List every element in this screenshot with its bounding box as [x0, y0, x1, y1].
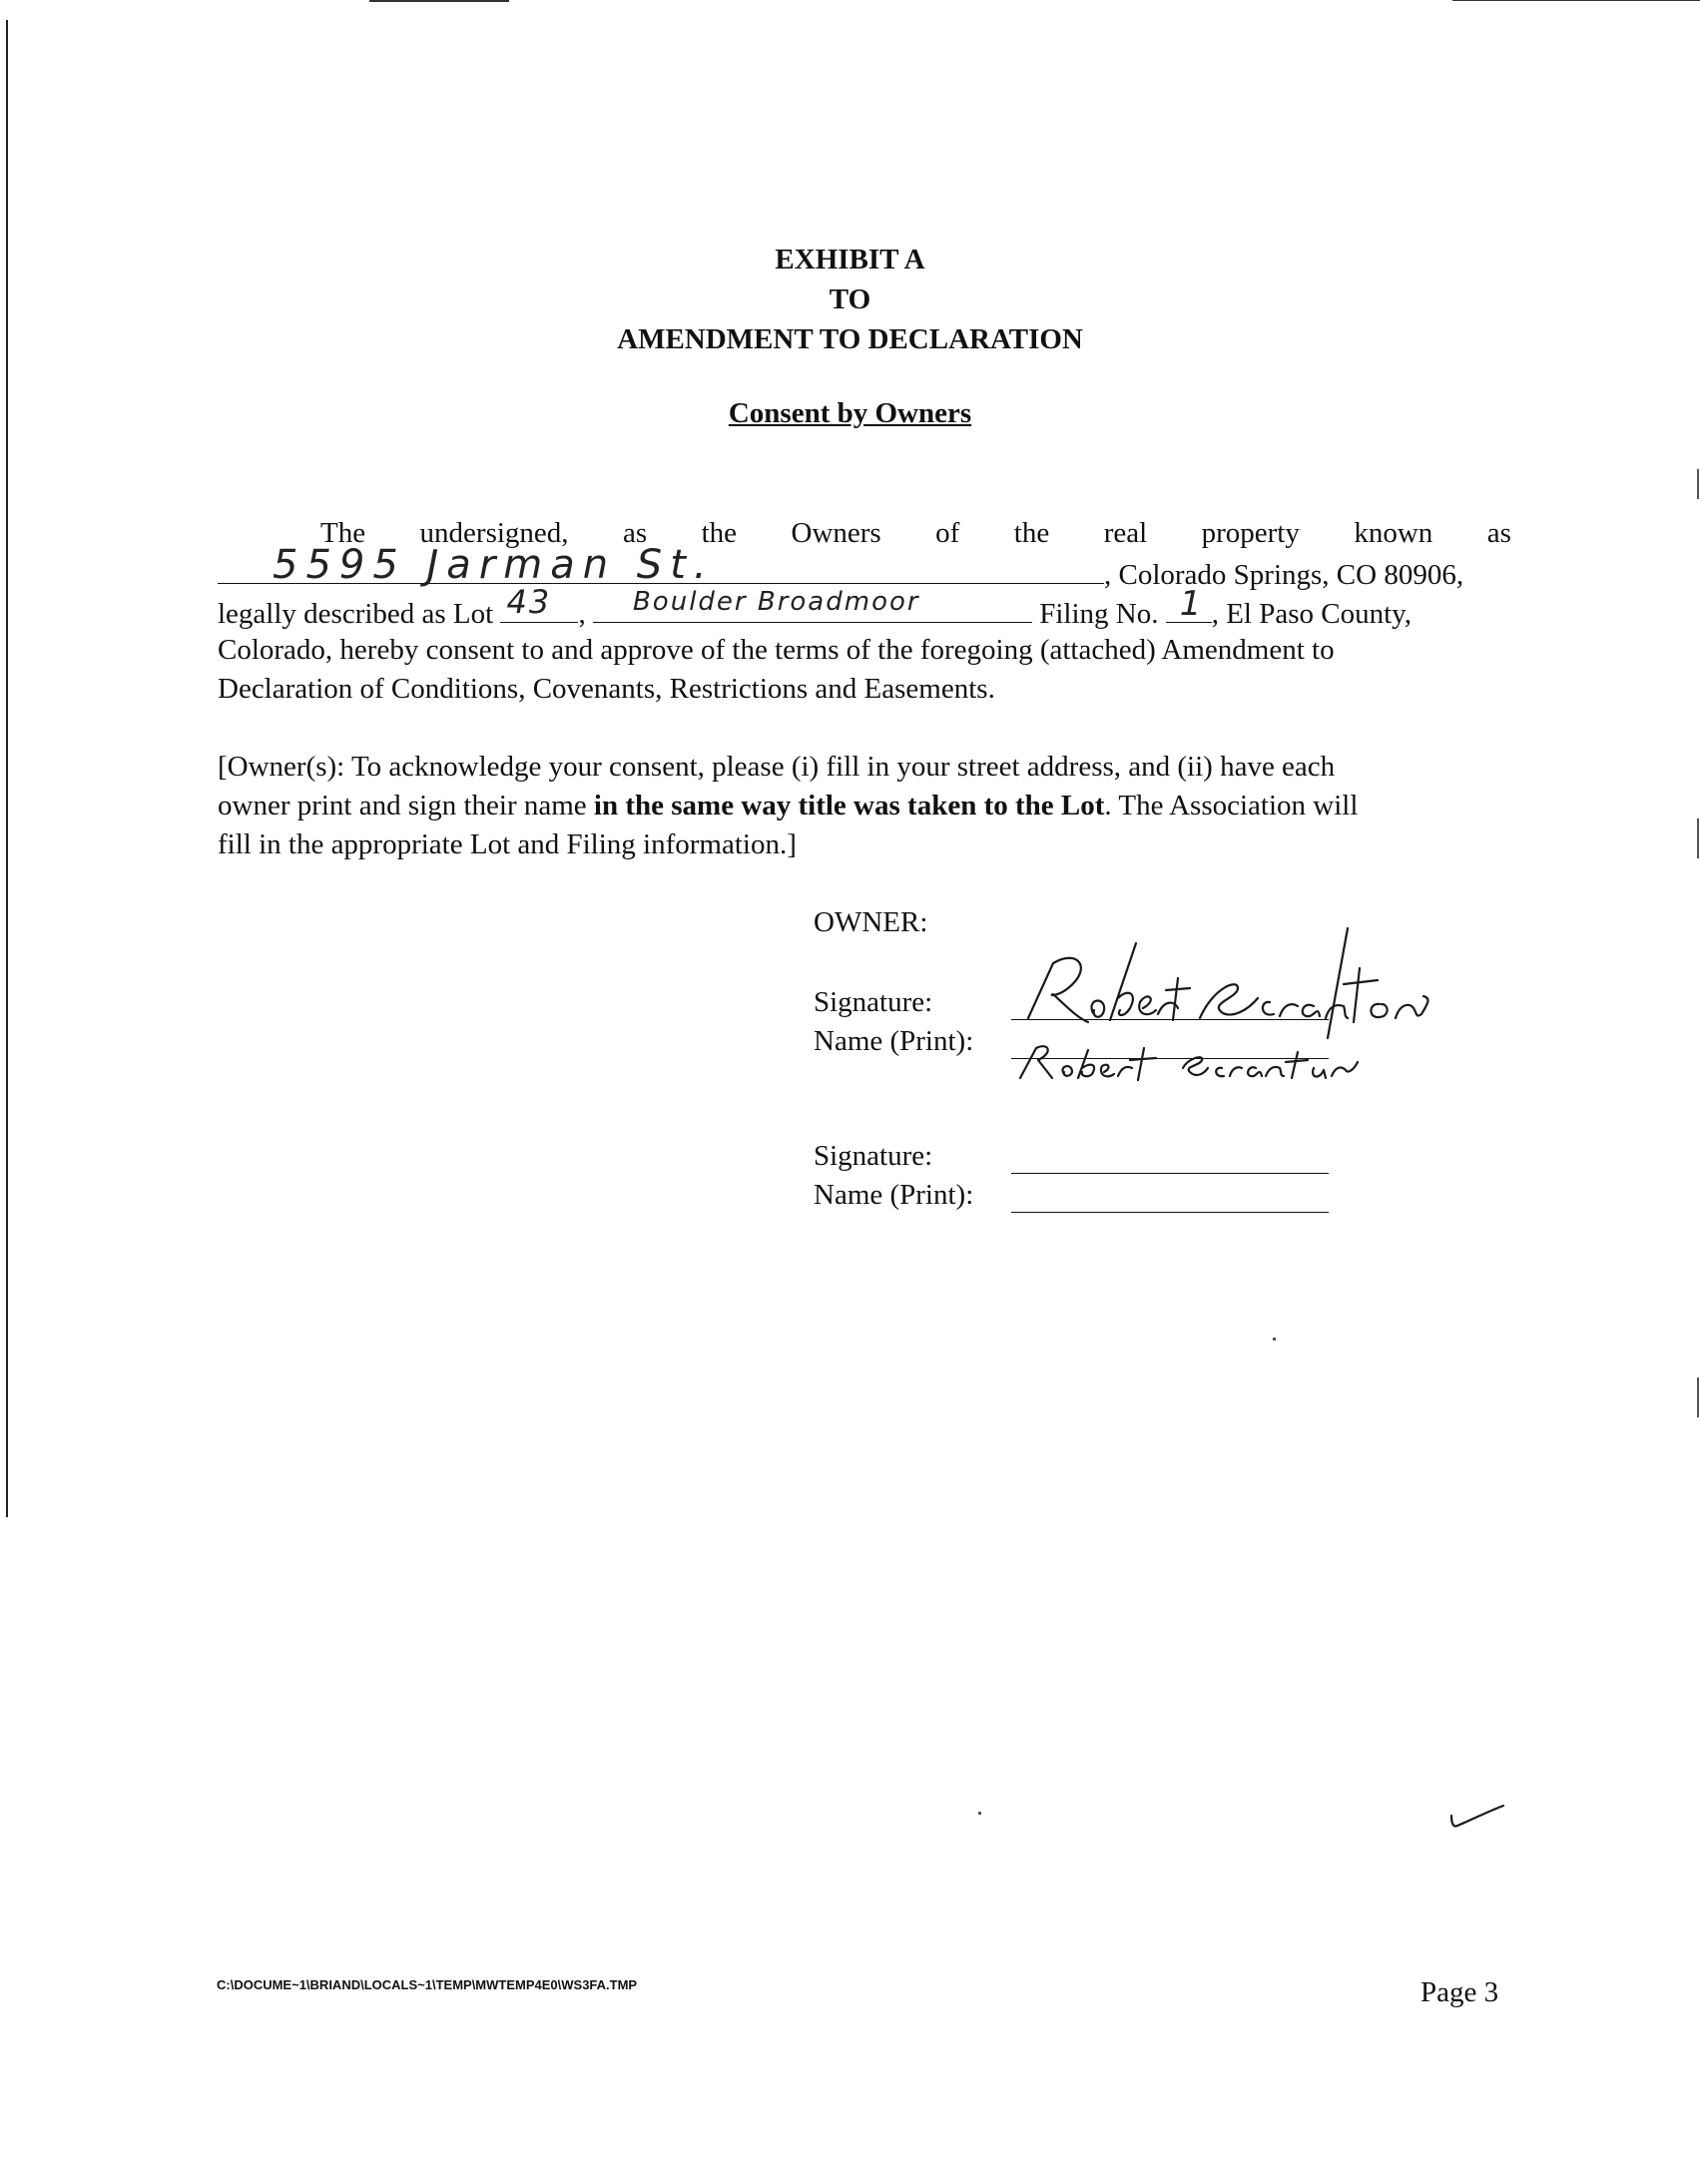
- county-text: , El Paso County,: [1211, 598, 1413, 630]
- consent-title: Consent by Owners: [728, 397, 972, 429]
- word: undersigned,: [419, 517, 569, 549]
- signature-line[interactable]: [1011, 1173, 1329, 1174]
- exhibit-heading: [0, 240, 1700, 359]
- scan-speck: [1697, 819, 1699, 858]
- file-path-footer: C:\DOCUME~1\BRIAND\LOCALS~1\TEMP\MWTEMP4E0\WS3FA.TMP: [217, 1977, 638, 1992]
- instructions-paragraph: [218, 748, 1511, 864]
- scan-top-artifact: [369, 0, 509, 2]
- scan-speck: [1697, 1377, 1699, 1417]
- page-number: Page 3: [1420, 1976, 1499, 2008]
- owner-label: OWNER:: [814, 906, 928, 938]
- subdivision-handwriting: Boulder Broadmoor: [632, 587, 920, 617]
- check-mark-icon: [1447, 1802, 1507, 1832]
- word: Owners: [791, 517, 881, 549]
- owner2-signature-row: [814, 1140, 1512, 1180]
- word: known: [1354, 517, 1433, 549]
- filing-handwriting: 1: [1179, 584, 1204, 624]
- street-address-field[interactable]: [218, 542, 1104, 588]
- instructions-line-1: [Owner(s): To acknowledge your consent, please (i) fill in your street address, and (ii) have each: [218, 751, 1336, 783]
- city-state-zip: , Colorado Springs, CO 80906,: [1104, 559, 1464, 591]
- scan-speck: [978, 1812, 981, 1815]
- word: of: [935, 517, 960, 549]
- word: the: [701, 517, 738, 549]
- word: The: [320, 517, 366, 549]
- owner1-handwritten-signature: [1008, 918, 1447, 1088]
- lot-field[interactable]: [500, 583, 578, 623]
- legal-prefix: legally described as Lot: [218, 598, 494, 630]
- heading-line-1: EXHIBIT A: [775, 244, 925, 275]
- word: the: [1013, 517, 1050, 549]
- instructions-emphasis: in the same way title was taken to the Lot: [593, 790, 1105, 821]
- scan-speck: [1273, 1338, 1276, 1341]
- word: as: [623, 517, 648, 549]
- instructions-text: owner print and sign their name: [218, 790, 594, 821]
- name-print-label: Name (Print):: [814, 1025, 974, 1057]
- paragraph-line-3: legally described as Lot 43 , Boulder Broadmoor Filing No. 1 , El Paso County,: [218, 583, 1413, 630]
- instructions-text: . The Association will: [1104, 790, 1359, 821]
- consent-paragraph: [218, 514, 1511, 709]
- paragraph-line-5: Declaration of Conditions, Covenants, Restrictions and Easements.: [218, 673, 995, 705]
- paragraph-line-4: Colorado, hereby consent to and approve of the terms of the foregoing (attached) Amendment to: [218, 634, 1335, 666]
- word: property: [1201, 517, 1300, 549]
- instructions-line-2: [218, 787, 1511, 825]
- lot-handwriting: 43: [506, 583, 552, 621]
- instructions-line-3: fill in the appropriate Lot and Filing information.]: [218, 828, 797, 860]
- filing-field[interactable]: [1166, 584, 1212, 624]
- scan-top-artifact: [1452, 0, 1700, 1]
- name-print-line[interactable]: [1011, 1212, 1329, 1213]
- heading-line-2: TO: [829, 283, 871, 315]
- subdivision-field[interactable]: [593, 587, 1032, 623]
- word: as: [1486, 517, 1511, 549]
- filing-label: Filing No.: [1039, 598, 1159, 630]
- name-print-label: Name (Print):: [814, 1179, 974, 1211]
- word: real: [1103, 517, 1148, 549]
- owner2-name-row: [814, 1179, 1512, 1219]
- signature-label: Signature:: [814, 986, 933, 1018]
- heading-line-3: AMENDMENT TO DECLARATION: [617, 323, 1083, 355]
- scan-speck: [1697, 469, 1699, 499]
- address-handwriting: 5595 Jarman St.: [273, 542, 715, 588]
- signature-label: Signature:: [814, 1140, 933, 1172]
